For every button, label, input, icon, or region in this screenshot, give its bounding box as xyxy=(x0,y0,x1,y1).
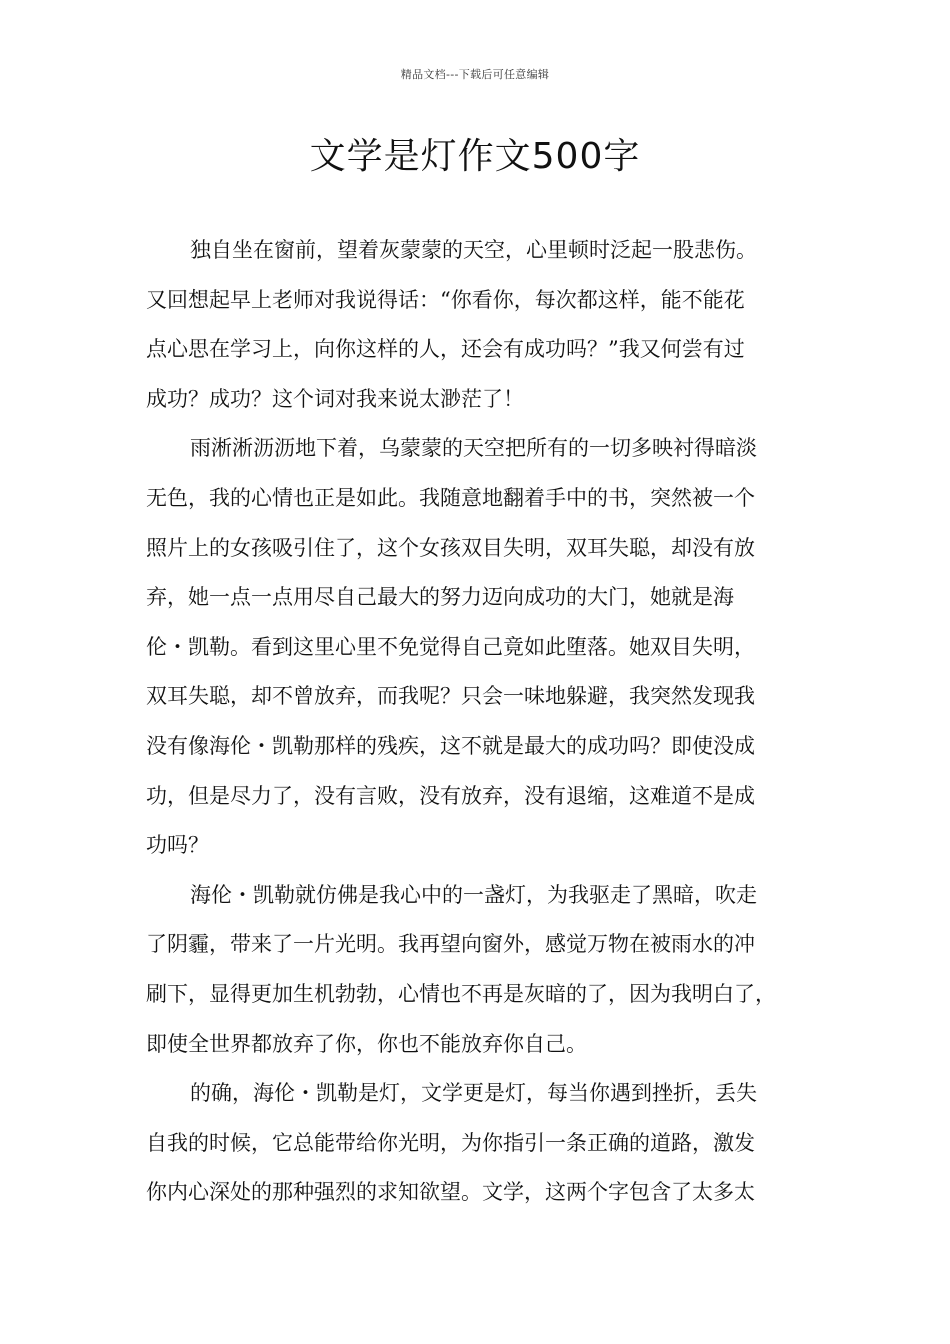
text-line: 无色，我的心情也正是如此。我随意地翻着手中的书，突然被一个 xyxy=(146,486,755,510)
text-line: 即使全世界都放弃了你，你也不能放弃你自己。 xyxy=(146,1032,587,1056)
page-header: 精品文档---下载后可任意编辑 xyxy=(400,68,550,81)
text-line: 功，但是尽力了，没有言败，没有放弃，没有退缩，这难道不是成 xyxy=(146,784,755,808)
text-line: 了阴霾，带来了一片光明。我再望向窗外，感觉万物在被雨水的冲 xyxy=(146,932,755,956)
document-title: 文学是灯作文500字 xyxy=(309,136,641,177)
text-line: 的确，海伦・凯勒是灯，文学更是灯，每当你遇到挫折，丢失 xyxy=(190,1081,757,1105)
text-line: 雨淅淅沥沥地下着，乌蒙蒙的天空把所有的一切多映衬得暗淡 xyxy=(190,436,757,460)
text-line: 刷下，显得更加生机勃勃，心情也不再是灰暗的了，因为我明白了， xyxy=(146,982,776,1006)
text-line: 成功？成功？这个词对我来说太渺茫了！ xyxy=(146,387,524,411)
text-line: 伦・凯勒。看到这里心里不免觉得自己竟如此堕落。她双目失明， xyxy=(146,635,755,659)
text-line: 海伦・凯勒就仿佛是我心中的一盏灯，为我驱走了黑暗，吹走 xyxy=(190,883,757,907)
text-line: 弃，她一点一点用尽自己最大的努力迈向成功的大门，她就是海 xyxy=(146,585,734,609)
text-line: 没有像海伦・凯勒那样的残疾，这不就是最大的成功吗？即使没成 xyxy=(146,734,755,758)
text-line: 功吗？ xyxy=(146,833,209,857)
text-line: 自我的时候，它总能带给你光明，为你指引一条正确的道路，激发 xyxy=(146,1131,755,1155)
text-line: 双耳失聪，却不曾放弃，而我呢？只会一味地躲避，我突然发现我 xyxy=(146,684,755,708)
text-line: 独自坐在窗前，望着灰蒙蒙的天空，心里顿时泛起一股悲伤。 xyxy=(190,238,757,262)
text-line: 照片上的女孩吸引住了，这个女孩双目失明，双耳失聪，却没有放 xyxy=(146,536,755,560)
text-line: 点心思在学习上，向你这样的人，还会有成功吗？”我又何尝有过 xyxy=(146,337,745,361)
text-line: 又回想起早上老师对我说得话：“你看你，每次都这样，能不能花 xyxy=(146,288,745,312)
text-line: 你内心深处的那种强烈的求知欲望。文学，这两个字包含了太多太 xyxy=(146,1180,755,1204)
